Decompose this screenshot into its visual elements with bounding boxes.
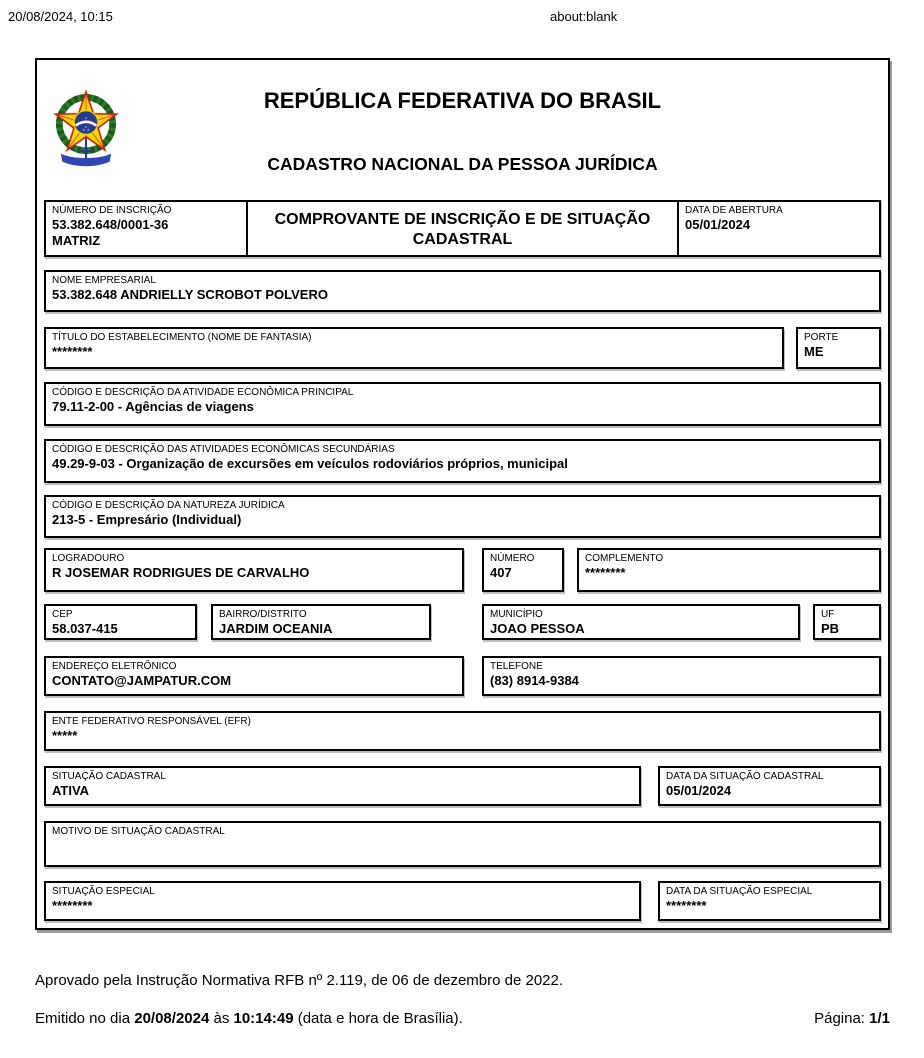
logradouro-value: R JOSEMAR RODRIGUES DE CARVALHO <box>52 565 310 580</box>
row-contato <box>44 656 881 696</box>
field-logradouro <box>44 548 464 592</box>
field-row-inscricao <box>44 200 881 257</box>
data-situacao-cadastral-label: DATA DA SITUAÇÃO CADASTRAL <box>666 771 824 782</box>
cnpj-subtitle: CADASTRO NACIONAL DA PESSOA JURÍDICA <box>267 154 658 174</box>
numero-inscricao-value: 53.382.648/0001-36 <box>52 217 169 232</box>
porte-value: ME <box>804 344 824 359</box>
municipio-value: JOAO PESSOA <box>490 621 585 636</box>
row-inscricao <box>44 200 881 257</box>
approval-note: Aprovado pela Instrução Normativa RFB nº 2.119, de 06 de dezembro de 2022. <box>35 972 564 989</box>
cep-value: 58.037-415 <box>52 621 118 636</box>
numero-inscricao-label: NÚMERO DE INSCRIÇÃO <box>52 205 172 216</box>
field-numero <box>482 548 564 592</box>
field-cep <box>44 604 197 640</box>
row-endereco-1 <box>44 548 881 592</box>
bairro-label: BAIRRO/DISTRITO <box>219 609 307 620</box>
field-situacao-cadastral <box>44 766 641 806</box>
situacao-cadastral-label: SITUAÇÃO CADASTRAL <box>52 771 166 782</box>
field-atividades-secundarias <box>44 439 881 483</box>
municipio-label: MUNICÍPIO <box>490 609 543 620</box>
page-value: 1/1 <box>869 1010 890 1027</box>
field-bairro <box>211 604 431 640</box>
field-nome-empresarial <box>44 270 881 312</box>
natureza-juridica-value: 213-5 - Empresário (Individual) <box>52 512 242 527</box>
field-natureza-juridica <box>44 495 881 538</box>
telefone-label: TELEFONE <box>490 661 543 672</box>
uf-value: PB <box>821 621 840 636</box>
row-atividade-principal <box>44 382 881 426</box>
logradouro-label: LOGRADOURO <box>52 553 125 564</box>
telefone-value: (83) 8914-9384 <box>490 673 579 688</box>
field-endereco-eletronico <box>44 656 464 696</box>
republic-title: REPÚBLICA FEDERATIVA DO BRASIL <box>263 88 662 113</box>
situacao-especial-value: ******** <box>52 898 93 913</box>
field-porte <box>796 327 881 369</box>
print-header-url: about:blank <box>550 9 618 24</box>
row-titulo-porte <box>44 327 881 369</box>
bairro-value: JARDIM OCEANIA <box>219 621 333 636</box>
titulo-estabelecimento-label: TÍTULO DO ESTABELECIMENTO (NOME DE FANTASIA) <box>52 332 312 343</box>
situacao-especial-label: SITUAÇÃO ESPECIAL <box>52 886 155 897</box>
atividades-secundarias-label: CÓDIGO E DESCRIÇÃO DAS ATIVIDADES ECONÔMICAS SECUNDÁRIAS <box>52 444 395 455</box>
certificate-title: COMPROVANTE DE INSCRIÇÃO E DE SITUAÇÃO CADASTRAL <box>274 210 651 248</box>
emitted-prefix: Emitido no dia <box>35 1010 135 1027</box>
field-efr <box>44 711 881 751</box>
data-abertura-label: DATA DE ABERTURA <box>685 205 783 216</box>
row-nome-empresarial <box>44 270 881 312</box>
complemento-label: COMPLEMENTO <box>585 553 664 564</box>
data-situacao-especial-value: ******** <box>666 898 707 913</box>
certificate-title-cell <box>246 202 679 255</box>
data-situacao-especial-label: DATA DA SITUAÇÃO ESPECIAL <box>666 886 813 897</box>
data-abertura-value: 05/01/2024 <box>685 217 751 232</box>
atividade-principal-value: 79.11-2-00 - Agências de viagens <box>52 399 254 414</box>
field-complemento <box>577 548 881 592</box>
field-municipio <box>482 604 800 640</box>
row-motivo-situacao <box>44 821 881 867</box>
data-situacao-cadastral-value: 05/01/2024 <box>666 783 732 798</box>
field-atividade-principal <box>44 382 881 426</box>
numero-inscricao-matriz: MATRIZ <box>52 233 101 248</box>
efr-value: ***** <box>52 728 78 743</box>
row-atividades-secundarias <box>44 439 881 483</box>
field-situacao-especial <box>44 881 641 921</box>
uf-label: UF <box>821 609 835 620</box>
page-label: Página: <box>814 1010 870 1027</box>
atividades-secundarias-value: 49.29-9-03 - Organização de excursões em veículos rodoviários próprios, municipal <box>52 456 568 471</box>
field-uf <box>813 604 881 640</box>
situacao-cadastral-value: ATIVA <box>52 783 90 798</box>
emitted-suffix: (data e hora de Brasília). <box>293 1010 463 1027</box>
nome-empresarial-label: NOME EMPRESARIAL <box>52 275 156 286</box>
emitted-line <box>35 1010 463 1027</box>
field-data-situacao-especial <box>658 881 881 921</box>
field-telefone <box>482 656 881 696</box>
emitted-date: 20/08/2024 <box>134 1010 210 1027</box>
porte-label: PORTE <box>804 332 839 343</box>
row-situacao-especial <box>44 881 881 921</box>
field-titulo-estabelecimento <box>44 327 784 369</box>
row-efr <box>44 711 881 751</box>
row-natureza-juridica <box>44 495 881 538</box>
complemento-value: ******** <box>585 565 626 580</box>
numero-value: 407 <box>490 565 512 580</box>
brazil-coat-of-arms-icon <box>49 82 123 172</box>
titulo-estabelecimento-value: ******** <box>52 344 93 359</box>
emitted-middle: às <box>209 1010 234 1027</box>
page-indicator <box>814 1010 890 1027</box>
natureza-juridica-label: CÓDIGO E DESCRIÇÃO DA NATUREZA JURÍDICA <box>52 500 285 511</box>
row-endereco-2 <box>44 604 881 640</box>
efr-label: ENTE FEDERATIVO RESPONSÁVEL (EFR) <box>52 716 251 727</box>
endereco-eletronico-value: CONTATO@JAMPATUR.COM <box>52 673 232 688</box>
field-data-situacao-cadastral <box>658 766 881 806</box>
field-numero-inscricao <box>46 202 246 255</box>
atividade-principal-label: CÓDIGO E DESCRIÇÃO DA ATIVIDADE ECONÔMICA PRINCIPAL <box>52 387 354 398</box>
emitted-time: 10:14:49 <box>233 1010 294 1027</box>
field-motivo-situacao <box>44 821 881 867</box>
print-header-datetime: 20/08/2024, 10:15 <box>8 9 113 24</box>
field-data-abertura <box>679 202 879 255</box>
nome-empresarial-value: 53.382.648 ANDRIELLY SCROBOT POLVERO <box>52 287 328 302</box>
numero-label: NÚMERO <box>490 553 535 564</box>
motivo-situacao-label: MOTIVO DE SITUAÇÃO CADASTRAL <box>52 826 225 837</box>
row-situacao-cadastral <box>44 766 881 806</box>
certificate-document <box>35 58 890 930</box>
cep-label: CEP <box>52 609 73 620</box>
document-header <box>44 67 881 200</box>
endereco-eletronico-label: ENDEREÇO ELETRÔNICO <box>52 661 177 672</box>
